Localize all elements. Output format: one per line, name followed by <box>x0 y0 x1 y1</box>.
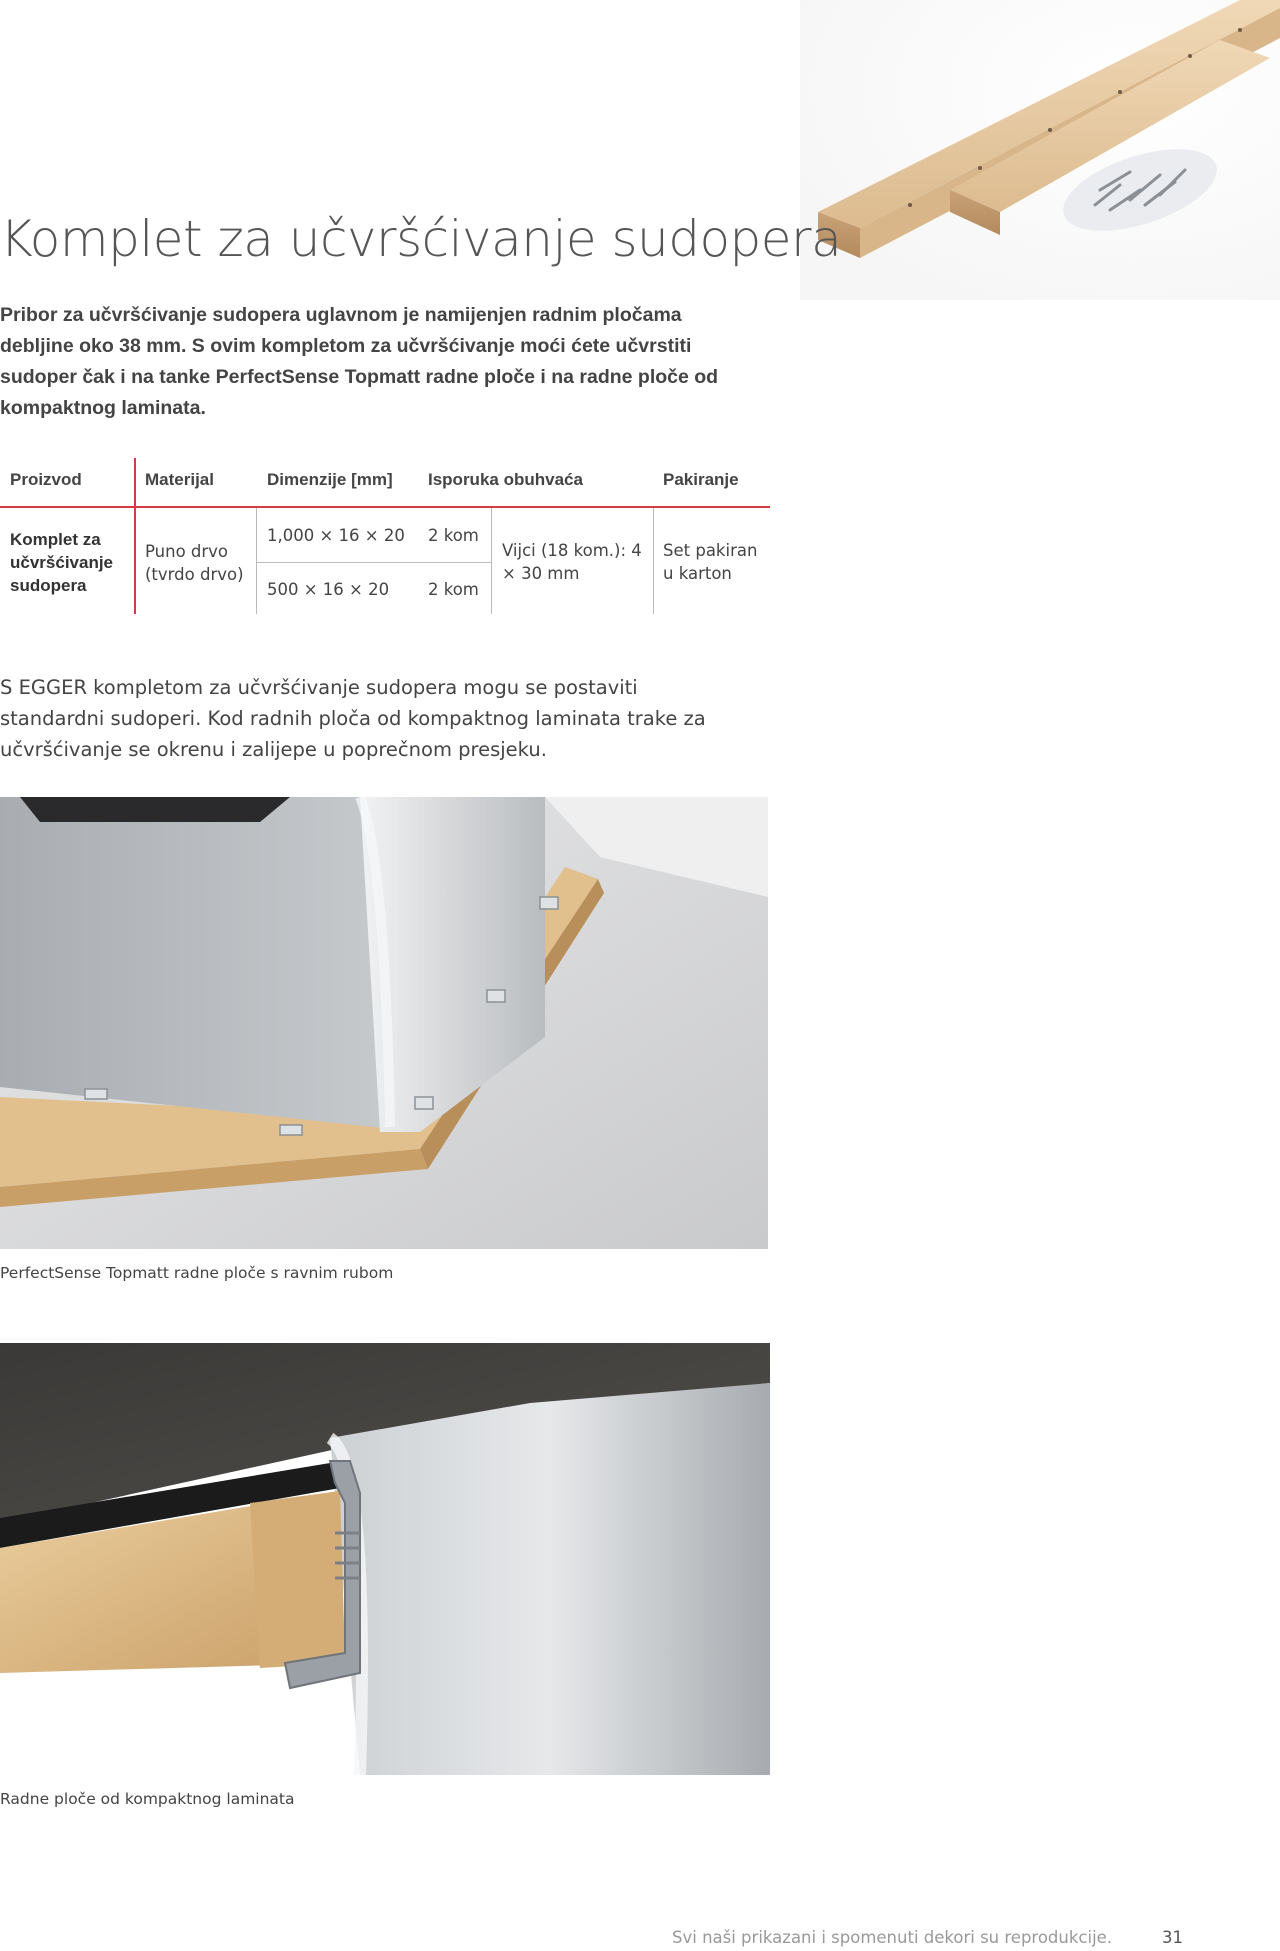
cell-size-2: 500 × 16 × 20 <box>267 580 390 599</box>
header-packaging: Pakiranje <box>663 470 739 489</box>
page-number: 31 <box>1162 1928 1183 1947</box>
column-divider <box>653 508 654 614</box>
cell-qty-2: 2 kom <box>428 580 479 599</box>
page-title: Komplet za učvršćivanje sudopera <box>0 210 842 268</box>
column-divider <box>491 508 492 614</box>
row-divider <box>256 562 491 563</box>
header-delivery: Isporuka obuhvaća <box>428 470 583 489</box>
caption-sink: PerfectSense Topmatt radne ploče s ravnim rubom <box>0 1264 394 1282</box>
spec-table <box>0 458 770 618</box>
cell-size-1: 1,000 × 16 × 20 <box>267 526 405 545</box>
cell-material: Puno drvo (tvrdo drvo) <box>145 542 244 584</box>
product-divider <box>134 458 136 614</box>
footer-note: Svi naši prikazani i spomenuti dekori su reprodukcije. <box>672 1928 1113 1947</box>
header-material: Materijal <box>145 470 214 489</box>
header-dimensions: Dimenzije [mm] <box>267 470 393 489</box>
cell-product: Komplet za učvršćivanje sudopera <box>10 530 114 595</box>
wood-strips-image <box>800 0 1280 300</box>
intro-paragraph: Pribor za učvršćivanje sudopera uglavnom je namijenjen radnim pločama debljine oko 38 mm. S ovim kompletom za učvršćivanje moći ćete učvrstiti sudoper čak i na tanke PerfectSense Topmatt radne ploče i na radne ploče od kompaktnog laminata. <box>0 304 719 419</box>
cell-delivery: Vijci (18 kom.): 4 × 30 mm <box>502 541 642 583</box>
cell-packaging: Set pakiran u karton <box>663 541 758 583</box>
column-divider <box>256 508 257 614</box>
caption-compact: Radne ploče od kompaktnog laminata <box>0 1790 295 1808</box>
header-underline <box>0 506 770 508</box>
header-product: Proizvod <box>10 470 82 489</box>
sink-mounting-image <box>0 797 768 1249</box>
cell-qty-1: 2 kom <box>428 526 479 545</box>
body-paragraph: S EGGER kompletom za učvršćivanje sudopera mogu se postaviti standardni sudoperi. Kod radnih ploča od kompaktnog laminata trake za učvršćivanje se okrenu i zalijepe u poprečnom presjeku. <box>0 676 706 761</box>
compact-laminate-image <box>0 1343 770 1775</box>
